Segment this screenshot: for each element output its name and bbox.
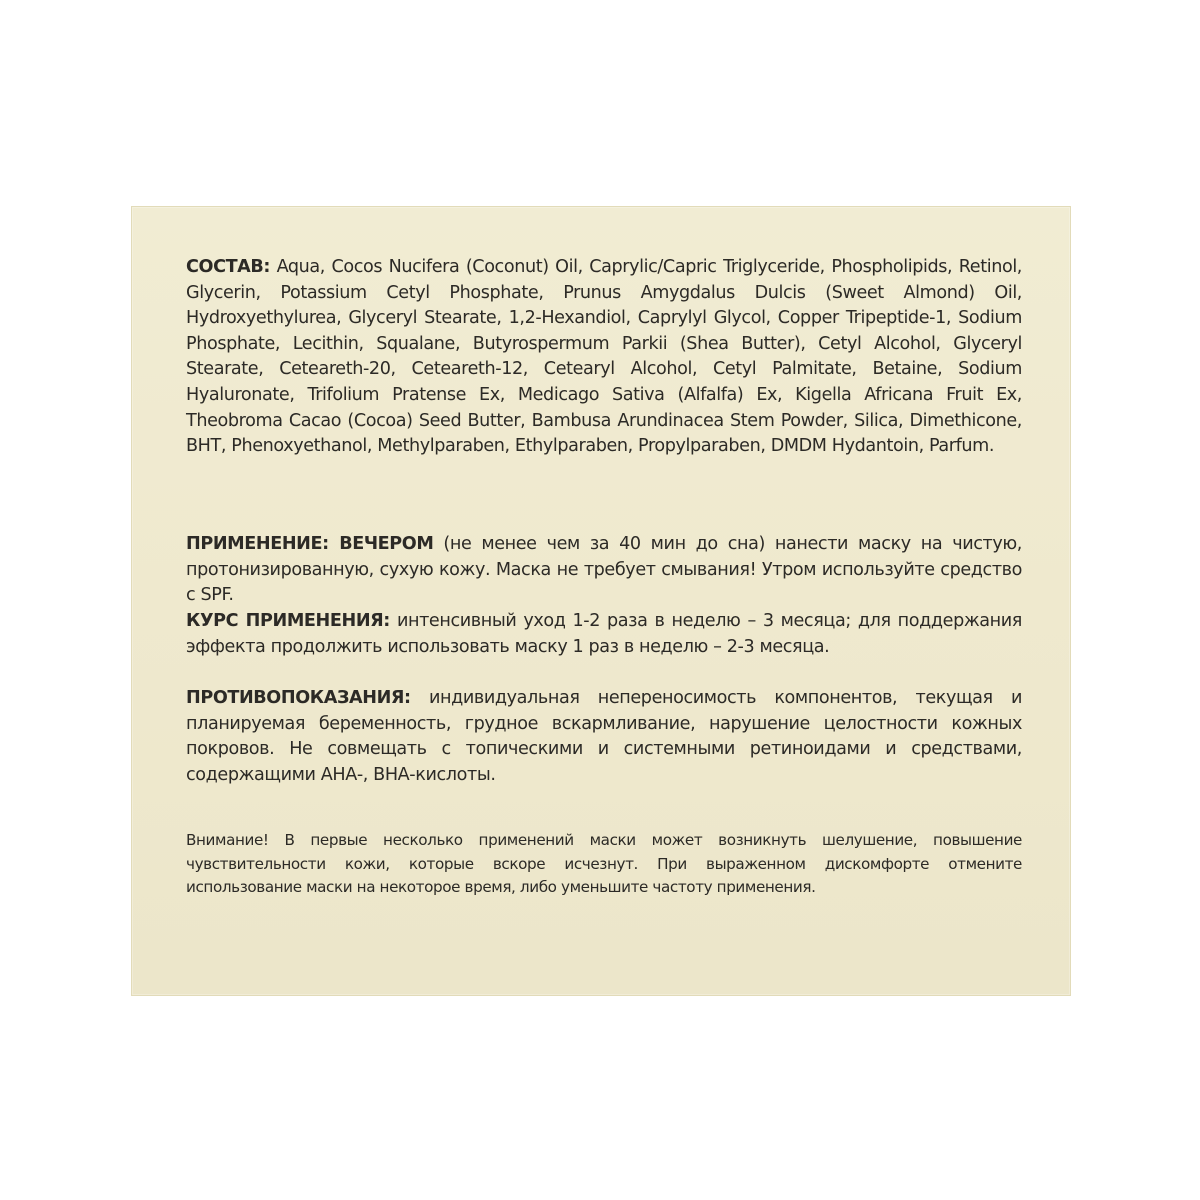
- course-title: КУРС ПРИМЕНЕНИЯ:: [186, 611, 390, 631]
- usage-title: ПРИМЕНЕНИЕ: ВЕЧЕРОМ: [186, 534, 434, 554]
- course-section: [186, 609, 1022, 660]
- composition-text: Aqua, Cocos Nucifera (Coconut) Oil, Caprylic/Capric Triglyceride, Phospholipids, Retinol, Glycerin, Potassium Cetyl Phosphate, Prunus Amygdalus Dulcis (Sweet Almond) Oil, Hydroxyethylurea, Glyceryl Stearate, 1,2-Hexandiol, Caprylyl Glycol, Copper Tripeptide-1, Sodium Phosphate, Lecithin, Squalane, Butyrospermum Parkii (Shea Butter), Cetyl Alcohol, Glyceryl Stearate, Ceteareth-20, Ceteareth-12, Cetearyl Alcohol, Cetyl Palmitate, Betaine, Sodium Hyaluronate, Trifolium Pratense Ex, Medicago Sativa (Alfalfa) Ex, Kigella Africana Fruit Ex, Theobroma Cacao (Cocoa) Seed Butter, Bambusa Arundinacea Stem Powder, Silica, Dimethicone, BHT, Phenoxyethanol, Methylparaben, Ethylparaben, Propylparaben, DMDM Hydantoin, Parfum.: [186, 257, 1022, 457]
- contraindications-text: индивидуальная непереносимость компонентов, текущая и планируемая беременность, грудное вскармливание, нарушение целостности кожных покровов. Не совмещать с топическими и системными ретиноидами и средствами, содержащими АНА-, ВНА-кислоты.: [186, 688, 1022, 785]
- composition-section: [186, 255, 1022, 460]
- usage-text: (не менее чем за 40 мин до сна) нанести маску на чистую, протонизированную, сухую кожу. Маска не требует смывания! Утром используйте средство с SPF.: [186, 534, 1022, 606]
- warning-text: Внимание! В первые несколько применений маски может возникнуть шелушение, повышение чувствительности кожи, которые вскоре исчезнут. При выраженном дискомфорте отмените использование маски на некоторое время, либо уменьшите частоту применения.: [186, 831, 1022, 896]
- course-text: интенсивный уход 1-2 раза в неделю – 3 месяца; для поддержания эффекта продолжить использовать маску 1 раз в неделю – 2-3 месяца.: [186, 611, 1022, 657]
- usage-section: [186, 532, 1022, 609]
- contraindications-section: [186, 686, 1022, 788]
- contraindications-title: ПРОТИВОПОКАЗАНИЯ:: [186, 688, 411, 708]
- composition-title: СОСТАВ:: [186, 257, 271, 277]
- warning-section: [186, 829, 1022, 900]
